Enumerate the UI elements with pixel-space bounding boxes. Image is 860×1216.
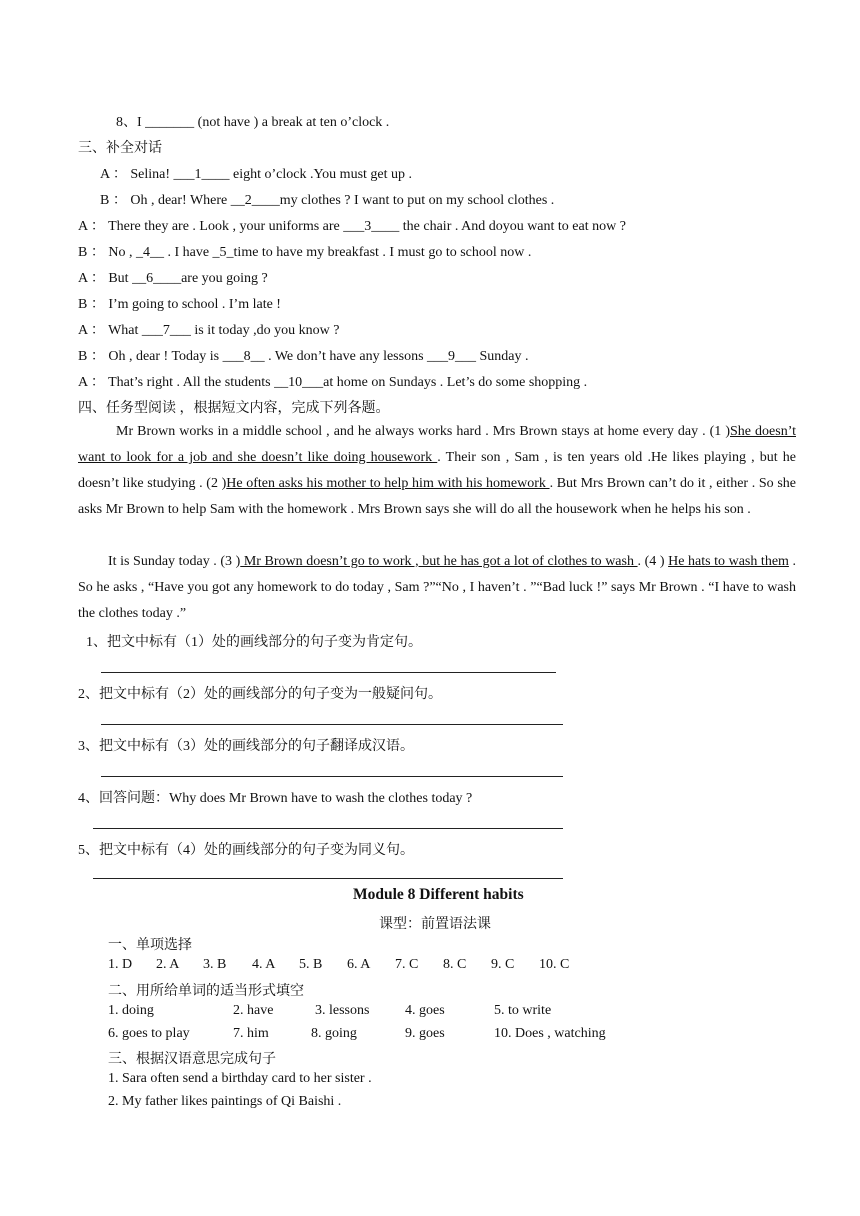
dialogue-line: B ： Oh , dear! Where __2____my clothes ? I want to put on my school clothes . bbox=[100, 193, 555, 208]
underlined-sentence-2: He often asks his mother to help him with his homework bbox=[226, 476, 550, 491]
answer-item: 3. B bbox=[203, 957, 227, 972]
answer-item: 10. C bbox=[539, 957, 570, 972]
dialogue-line: B ： I’m going to school . I’m late ! bbox=[78, 297, 281, 312]
question-5: 5、把文中标有（4）处的画线部分的句子变为同义句。 bbox=[78, 843, 414, 858]
module-subtitle: 课型：前置语法课 bbox=[379, 917, 491, 932]
answer-item: 8. going bbox=[311, 1026, 357, 1041]
answers-section1-heading: 一、单项选择 bbox=[108, 938, 192, 953]
dialogue-line: A ： But __6____are you going ? bbox=[78, 271, 268, 286]
answer-item: 7. him bbox=[233, 1026, 269, 1041]
answer-item: 6. goes to play bbox=[108, 1026, 190, 1041]
answer-line-1[interactable] bbox=[101, 672, 556, 673]
answer-item: 5. B bbox=[299, 957, 323, 972]
question-2: 2、把文中标有（2）处的画线部分的句子变为一般疑问句。 bbox=[78, 687, 442, 702]
answer-item: 9. goes bbox=[405, 1026, 445, 1041]
answer-item: 9. C bbox=[491, 957, 515, 972]
answer-item: 6. A bbox=[347, 957, 371, 972]
fill-item-8: 8、I _______ (not have ) a break at ten o’clock . bbox=[116, 115, 390, 130]
question-4: 4、回答问题：Why does Mr Brown have to wash the clothes today ? bbox=[78, 791, 473, 806]
section3-heading: 三、补全对话 bbox=[78, 141, 162, 156]
underlined-sentence-4: He hats to wash them bbox=[668, 554, 789, 569]
answer-item: 1. D bbox=[108, 957, 133, 972]
dialogue-line: A ： Selina! ___1____ eight o’clock .You must get up . bbox=[100, 167, 413, 182]
answer-item: 2. have bbox=[233, 1003, 274, 1018]
answer-line-2[interactable] bbox=[101, 724, 563, 725]
dialogue-line: A ： There they are . Look , your uniforms are ___3____ the chair . And doyou want to eat now ? bbox=[78, 219, 626, 234]
answer-sentence: 2. My father likes paintings of Qi Baishi . bbox=[108, 1094, 342, 1109]
answers-section2-heading: 二、用所给单词的适当形式填空 bbox=[108, 984, 304, 999]
module-title: Module 8 Different habits bbox=[353, 886, 524, 903]
answer-line-4[interactable] bbox=[93, 828, 563, 829]
dialogue-line: A ： What ___7___ is it today ,do you know ? bbox=[78, 323, 340, 338]
answer-item: 7. C bbox=[395, 957, 419, 972]
dialogue-line: B ： Oh , dear ! Today is ___8__ . We don’t have any lessons ___9___ Sunday . bbox=[78, 349, 529, 364]
section4-heading: 四、任务型阅读 ，根据短文内容，完成下列各题。 bbox=[78, 401, 390, 416]
answer-item: 8. C bbox=[443, 957, 467, 972]
answer-item: 4. goes bbox=[405, 1003, 445, 1018]
reading-paragraph-2: It is Sunday today . (3 ) Mr Brown doesn’t go to work , but he has got a lot of clothes to wash . (4 ) He hats to wash them . So he asks , “Have you got any homework to do today , Sam ?”“No , I haven’t . ”“Bad luck !” says Mr Brown . “I have to wash the clothes today .” bbox=[78, 554, 796, 621]
question-1: 1、把文中标有（1）处的画线部分的句子变为肯定句。 bbox=[86, 635, 422, 650]
answer-item: 3. lessons bbox=[315, 1003, 370, 1018]
answer-item: 2. A bbox=[156, 957, 180, 972]
answer-item: 1. doing bbox=[108, 1003, 154, 1018]
answers-section3-heading: 三、根据汉语意思完成句子 bbox=[108, 1052, 276, 1067]
answer-item: 4. A bbox=[252, 957, 276, 972]
answer-item: 5. to write bbox=[494, 1003, 552, 1018]
answer-line-5[interactable] bbox=[93, 878, 563, 879]
reading-paragraph-1: Mr Brown works in a middle school , and he always works hard . Mrs Brown stays at home every day . (1 )She doesn’t want to look for a job and she doesn’t like doing housework . Their son , Sam , is ten years old .He likes playing , but he doesn’t like studying . (2 )He often asks his mother to help him with his homework . But Mrs Brown can’t do it , either . So she asks Mr Brown to help Sam with the homework . Mrs Brown says she will do all the housework when he helps his son . bbox=[78, 424, 797, 517]
question-3: 3、把文中标有（3）处的画线部分的句子翻译成汉语。 bbox=[78, 739, 414, 754]
underlined-sentence-3: Mr Brown doesn’t go to work , but he has got a lot of clothes to wash bbox=[240, 554, 638, 569]
dialogue-line: B ： No , _4__ . I have _5_time to have my breakfast . I must go to school now . bbox=[78, 245, 532, 260]
underlined-sentence-1: She doesn’t want to look for a job and she doesn’t like doing housework bbox=[78, 424, 796, 465]
dialogue-line: A ： That’s right . All the students __10___at home on Sundays . Let’s do some shopping . bbox=[78, 375, 588, 390]
answer-line-3[interactable] bbox=[101, 776, 563, 777]
answer-item: 10. Does , watching bbox=[494, 1026, 606, 1041]
answer-sentence: 1. Sara often send a birthday card to her sister . bbox=[108, 1071, 372, 1086]
